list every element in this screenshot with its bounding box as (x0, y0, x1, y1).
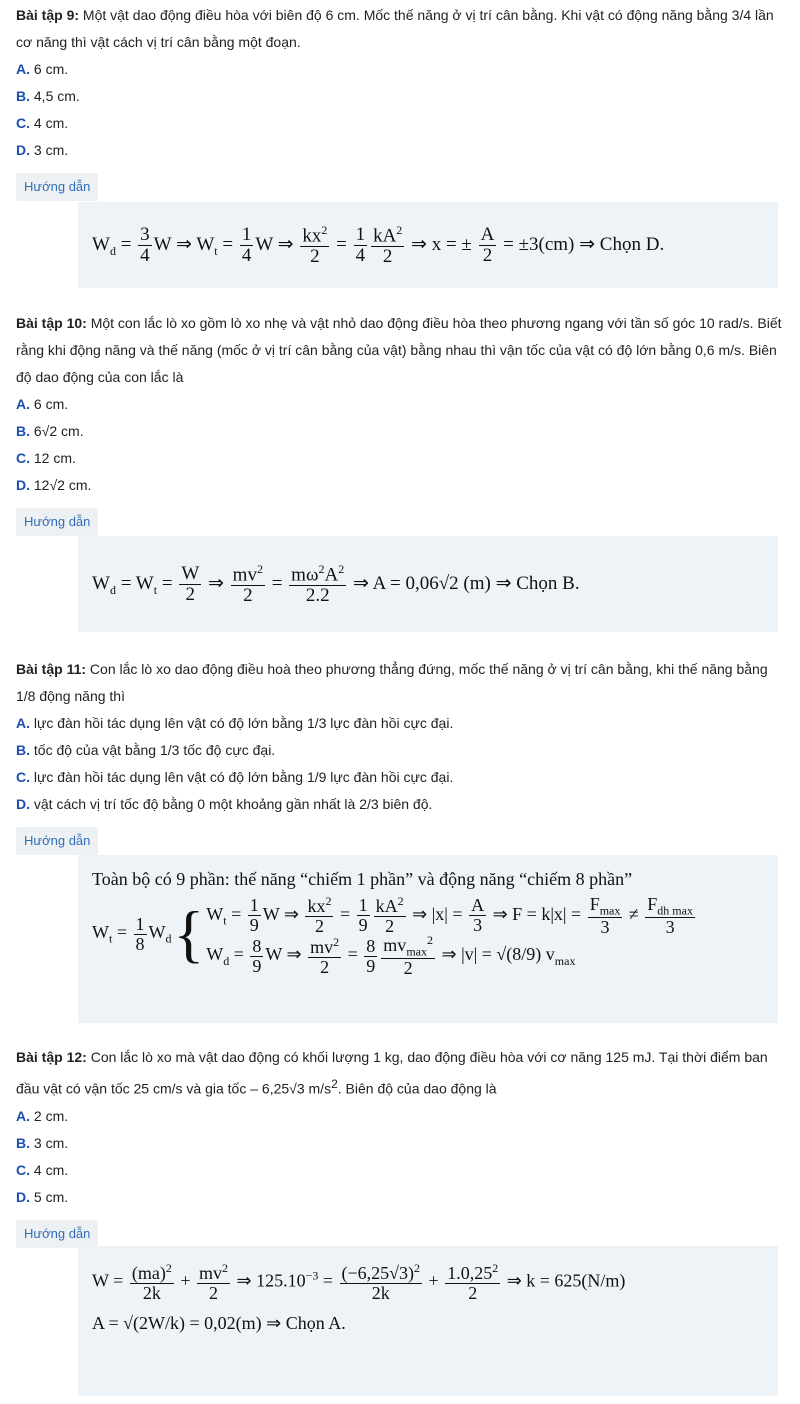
question-11 (16, 656, 786, 855)
option-letter: D. (16, 142, 30, 158)
question-text (16, 656, 786, 710)
option-b (16, 1130, 786, 1157)
formula-line: $W_t$ = $\frac{1}{9}$ W ⇒ $\frac{kx^2}{2}$ = $\frac{1}{9}$ $\frac{kA^2}{2}$ ⇒ |x| = $\frac{A}{3}$ ⇒ F = k|x| = $\frac{F_{max}}{3}$ ≠ $\frac{F_{dh max}}{3}$ (206, 893, 693, 938)
guide-button[interactable]: Hướng dẫn (16, 173, 98, 201)
solution-conclusion: Chọn A. (285, 1312, 346, 1333)
question-title: Bài tập 10: (16, 315, 87, 331)
option-text: 5 cm. (33, 1188, 69, 1205)
option-c (16, 764, 786, 791)
option-letter: C. (16, 450, 30, 466)
solution-intro: Toàn bộ có 9 phần: thế năng “chiếm 1 phần” và động năng “chiếm 8 phần” (92, 869, 633, 889)
solution-conclusion: Chọn B. (516, 573, 580, 594)
question-title: Bài tập 12: (16, 1049, 87, 1065)
option-letter: C. (16, 1161, 30, 1178)
option-a (16, 391, 786, 418)
option-b (16, 418, 786, 445)
question-body: Con lắc lò xo dao động điều hoà theo phương thẳng đứng, mốc thế năng ở vị trí cân bằng, khi thế năng bằng 1/8 động năng thì (16, 661, 768, 704)
solution-10 (78, 536, 778, 632)
option-text: 4,5 cm. (33, 88, 80, 104)
option-letter: D. (16, 796, 30, 812)
question-title: Bài tập 11: (16, 661, 87, 677)
option-a (16, 1103, 786, 1130)
question-body-end: . Biên độ của dao động là (337, 1080, 497, 1097)
option-d (16, 1184, 786, 1211)
question-body: Một vật dao động điều hòa với biên độ 6 cm. Mốc thế năng ở vị trí cân bằng. Khi vật có động năng bằng 3/4 lần cơ năng thì vật cách vị trí cân bằng một đoạn. (16, 7, 774, 50)
solution-conclusion: Chọn D. (599, 234, 665, 255)
brace-symbol: { (173, 898, 205, 969)
option-b (16, 83, 786, 110)
question-text (16, 2, 786, 56)
question-body: Con lắc lò xo mà vật dao động có khối lượng 1 kg, dao động điều hòa với cơ năng 125 mJ. Tại thời điểm ban đầu vật có vận tốc 25 cm/s và gia tốc – 6,25√3 m/s (16, 1049, 768, 1097)
option-d (16, 472, 786, 499)
option-a (16, 710, 786, 737)
question-10 (16, 310, 786, 536)
question-title: Bài tập 9: (16, 7, 80, 23)
option-a (16, 56, 786, 83)
option-c (16, 445, 786, 472)
option-b (16, 737, 786, 764)
option-text: 12√2 cm. (33, 477, 92, 493)
option-text: lực đàn hồi tác dụng lên vật có độ lớn bằng 1/9 lực đàn hồi cực đại. (33, 769, 454, 785)
option-letter: B. (16, 1134, 30, 1151)
option-letter: B. (16, 423, 30, 439)
question-superscript: 2 (331, 1077, 338, 1091)
solution-9 (78, 202, 778, 288)
option-letter: A. (16, 715, 30, 731)
question-text (16, 310, 786, 391)
option-text: vật cách vị trí tốc độ bằng 0 một khoảng gần nhất là 2/3 biên độ. (33, 796, 433, 812)
option-text: 4 cm. (33, 1161, 69, 1178)
option-text: 12 cm. (33, 450, 76, 466)
option-c (16, 1157, 786, 1184)
option-letter: A. (16, 1107, 30, 1124)
formula-line: $W_d$ = $\frac{8}{9}$ W ⇒ $\frac{mv^2}{2}$ = $\frac{8}{9}$ $\frac{mv_{max}^2}{2}$ ⇒ |v| = √(8/9) $v_{max}$ (206, 933, 576, 979)
guide-button[interactable]: Hướng dẫn (16, 508, 98, 536)
guide-button[interactable]: Hướng dẫn (16, 827, 98, 855)
formula-system (206, 893, 697, 979)
option-letter: D. (16, 1188, 30, 1205)
option-letter: D. (16, 477, 30, 493)
option-letter: B. (16, 742, 30, 758)
option-text: 6 cm. (33, 61, 69, 77)
option-text: 6 cm. (33, 396, 69, 412)
option-d (16, 791, 786, 818)
option-text: 3 cm. (33, 142, 69, 158)
option-text: lực đàn hồi tác dụng lên vật có độ lớn bằng 1/3 lực đàn hồi cực đại. (33, 715, 454, 731)
solution-formula: $W_d = W_t$ = $\frac{W}{2}$ ⇒ $\frac{mv^2}{2}$ = $\frac{m\omega^2A^2}{2.2}$ ⇒ A = 0,06√2 (m) ⇒ Chọn B. (92, 562, 580, 607)
solution-formula-2: A = √(2W/k) = 0,02(m) ⇒ Chọn A. (92, 1312, 346, 1333)
option-text: tốc độ của vật bằng 1/3 tốc độ cực đại. (33, 742, 276, 758)
solution-formula: $W_t$ = $\frac{1}{8}$ $W_d${ $W_t$ = $\frac{1}{9}$ W ⇒ $\frac{kx^2}{2}$ = $\frac{1}{9}$ $\frac{kA^2}{2}$ ⇒ |x| = $\frac{A}{3}$ ⇒ F = k|x| = $\frac{F_{max}}{3}$ ≠ $\frac{F_{dh max}}{3}$ $W_d$ = $\frac{8}{9}$ W ⇒ $\frac{mv^2}{2}$ = $\frac{8}{9}$ $\frac{mv_{max}^2}{2}$ ⇒ |v| = √(8/9) $v_{max}$ (92, 894, 778, 974)
option-letter: C. (16, 115, 30, 131)
question-text (16, 1044, 786, 1103)
solution-formula: $W_d$ = $\frac{3}{4}$ W ⇒ $W_t$ = $\frac{1}{4}$ W ⇒ $\frac{kx^2}{2}$ = $\frac{1}{4}$ $\frac{kA^2}{2}$ ⇒ x = ± $\frac{A}{2}$ = ±3(cm) ⇒ Chọn D. (92, 223, 665, 268)
option-letter: B. (16, 88, 30, 104)
option-letter: C. (16, 769, 30, 785)
option-letter: A. (16, 396, 30, 412)
question-body: Một con lắc lò xo gồm lò xo nhẹ và vật nhỏ dao động điều hòa theo phương ngang với tần số góc 10 rad/s. Biết rằng khi động năng và thế năng (mốc ở vị trí cân bằng của vật) bằng nhau thì vận tốc của vật có độ lớn bằng 0,6 m/s. Biên độ dao động của con lắc là (16, 315, 782, 385)
solution-12 (78, 1246, 778, 1396)
option-text: 3 cm. (33, 1134, 69, 1151)
question-9 (16, 2, 786, 201)
option-text: 4 cm. (33, 115, 69, 131)
guide-button[interactable]: Hướng dẫn (16, 1220, 98, 1248)
option-text: 2 cm. (33, 1107, 69, 1124)
solution-formula: W = $\frac{(ma)^2}{2k}$ + $\frac{mv^2}{2}$ ⇒ $125.10^{-3}$ = $\frac{(-6,25√3)^2}{2k}$ + $\frac{1.0,25^2}{2}$ ⇒ k = 625(N/m) (92, 1261, 626, 1303)
option-letter: A. (16, 61, 30, 77)
option-d (16, 137, 786, 164)
solution-11 (78, 855, 778, 1023)
option-text: 6√2 cm. (33, 423, 84, 439)
option-c (16, 110, 786, 137)
question-12 (16, 1044, 786, 1248)
